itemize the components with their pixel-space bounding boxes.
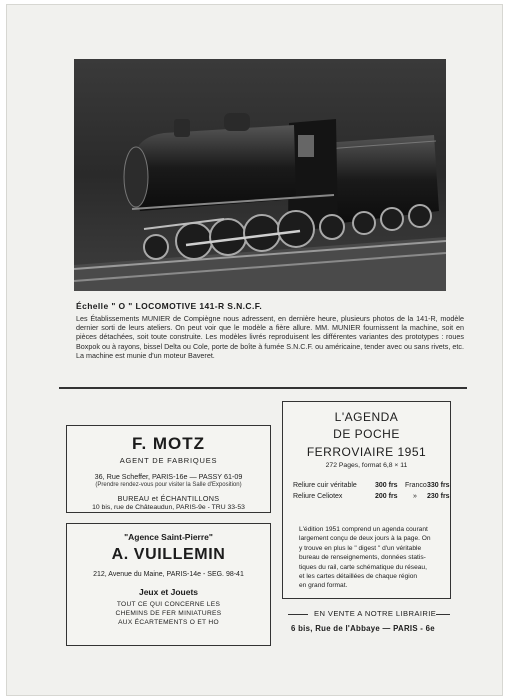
vuillemin-agency: "Agence Saint-Pierre" [124,532,213,542]
agenda-price-label: Reliure cuir véritable [293,482,357,489]
vente-row [288,609,448,619]
photo-caption-body: Les Établissements MUNIER de Compiègne nous adressent, en dernière heure, plusieurs photos de la 141-R, modèle dernier sorti de leurs ateliers. On peut voir que le modèle a fière allure. MM. MUNIER fournissent la machine, soit en pièces détachées, soit toute construite. Les modèles livrés reproduisent les différentes variantes des prototypes : roues Boxpok ou à rayons, bissel Delta ou Cole, porte de boîte à fumée S.N.C.F. ou américaine, tender avec ou sans rivets, etc. La machine est munie d'un moteur Baveret. [76,314,464,360]
motz-note: (Prendre rendez-vous pour visiter la Salle d'Exposition) [95,482,242,488]
section-divider [59,387,467,389]
agenda-price-label: Reliure Celiotex [293,493,343,500]
locomotive-illustration [74,59,446,291]
vuillemin-advertisement [66,523,271,646]
agenda-desc-line: y trouve en plus le " digest " d'un véritable [299,544,422,552]
agenda-title-3: FERROVIAIRE 1951 [306,445,427,459]
motz-subtitle: AGENT DE FABRIQUES [119,456,218,465]
agenda-description [299,525,439,591]
agenda-price: 300 frs [375,482,398,489]
agenda-meta: 272 Pages, format 6,8 × 11 [325,462,408,469]
agenda-desc-line: en grand format. [299,582,348,590]
librairie-street: 6 bis, Rue de l'Abbaye [291,624,381,633]
vuillemin-line: AUX ÉCARTEMENTS O ET HO [118,619,219,626]
agenda-desc-line: largement conçu de deux jours à la page. On [299,535,431,543]
agenda-advertisement [282,401,451,599]
agenda-desc-line: tiques du rail, carte schématique du réseau, [299,563,427,571]
locomotive-photo [74,59,446,291]
magazine-page [6,4,503,696]
librairie-address [291,624,451,633]
agenda-desc-line: L'édition 1951 comprend un agenda courant [299,526,428,533]
vuillemin-address: 212, Avenue du Maine, PARIS-14e - SEG. 98-41 [93,571,244,578]
motz-advertisement [66,425,271,513]
vuillemin-line: CHEMINS DE FER MINIATURES [115,610,222,617]
motz-name: F. MOTZ [131,434,206,453]
agenda-price: 200 frs [375,493,398,500]
motz-bureau: BUREAU et ÉCHANTILLONS [117,494,220,503]
agenda-franco-price: 230 frs [427,493,450,500]
agenda-franco: » [413,493,417,500]
vente-text: EN VENTE A NOTRE LIBRAIRIE [314,609,437,618]
agenda-franco-price: 330 frs [427,482,450,489]
agenda-franco: Franco [405,482,427,489]
address-dash: — [382,624,394,633]
photo-caption-title: Échelle " O " LOCOMOTIVE 141-R S.N.C.F. [76,301,263,311]
vuillemin-line: TOUT CE QUI CONCERNE LES [116,601,221,608]
agenda-title-2: DE POCHE [333,427,400,441]
librairie-city: PARIS - 6e [393,624,435,633]
motz-address-2: 10 bis, rue de Châteaudun, PARIS-9e - TRU 33-53 [92,504,245,511]
agenda-desc-line: et les cartes détaillées de chaque région [299,573,418,581]
motz-address: 36, Rue Scheffer, PARIS-16e — PASSY 61-09 [94,472,243,481]
vuillemin-name: A. VUILLEMIN [111,546,226,563]
agenda-desc-line: bureau de renseignements, données statis- [299,554,426,562]
vuillemin-jeux: Jeux et Jouets [138,587,199,597]
agenda-title-1: L'AGENDA [334,410,399,424]
vente-dash-left [288,614,308,615]
vente-dash-right [436,614,450,615]
